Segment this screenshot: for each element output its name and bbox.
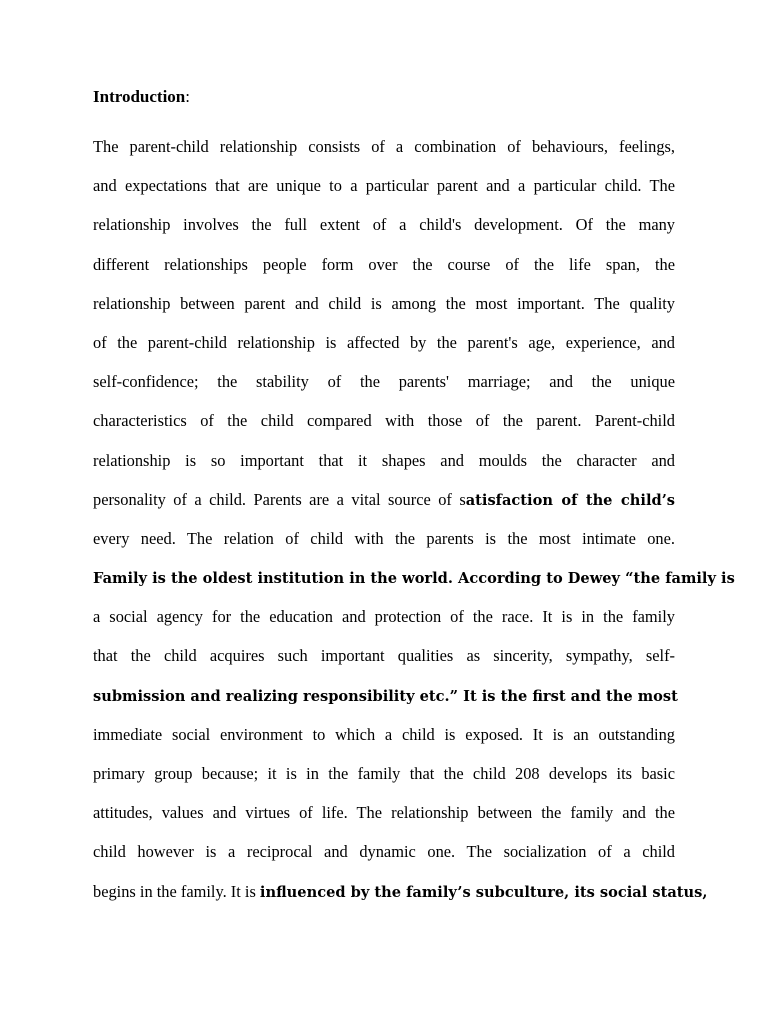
heading-title: Introduction — [93, 87, 186, 106]
body-paragraph — [93, 136, 735, 920]
text-run: immediate social environment to which a child is exposed. It is an outstanding — [93, 724, 675, 744]
bold-text-run: submission and realizing responsibility etc.” It is the first and the most — [93, 687, 678, 705]
text-run: relationship is so important that it shapes and moulds the character and — [93, 450, 675, 470]
section-heading — [93, 86, 190, 108]
heading-colon: : — [185, 87, 190, 106]
text-run: attitudes, values and virtues of life. The relationship between the family and the — [93, 803, 675, 823]
text-run: characteristics of the child compared with those of the parent. Parent-child — [93, 411, 675, 431]
text-line — [93, 802, 675, 841]
text-run: primary group because; it is in the family that the child 208 develops its basic — [93, 764, 675, 783]
text-line — [93, 881, 708, 920]
text-line — [93, 763, 675, 802]
text-line — [93, 489, 675, 528]
text-line — [93, 606, 675, 645]
bold-text-run: Family is the oldest institution in the world. According to Dewey “the family is — [93, 570, 735, 588]
text-line — [93, 450, 675, 489]
text-run: every need. The relation of child with the parents is the most intimate one. — [93, 528, 675, 548]
text-line — [93, 645, 675, 684]
text-run: relationship involves the full extent of a child's development. Of the many — [93, 215, 675, 235]
text-line — [93, 841, 675, 880]
text-line — [93, 332, 675, 371]
text-run: of the parent-child relationship is affected by the parent's age, experience, and — [93, 332, 675, 352]
text-run: begins in the family. It is — [93, 881, 260, 901]
bold-text-run: atisfaction of the child’s — [465, 491, 675, 509]
text-line — [93, 685, 678, 724]
text-run: The parent-child relationship consists of a combination of behaviours, feelings, — [93, 137, 675, 156]
text-line — [93, 136, 675, 175]
text-run: that the child acquires such important qualities as sincerity, sympathy, self- — [93, 646, 675, 666]
text-run: relationship between parent and child is among the most important. The quality — [93, 293, 675, 313]
text-line — [93, 293, 675, 332]
text-run: a social agency for the education and protection of the race. It is in the family — [93, 607, 675, 627]
text-run: child however is a reciprocal and dynamic one. The socialization of a child — [93, 842, 675, 862]
text-run: and expectations that are unique to a particular parent and a particular child. The — [93, 176, 675, 196]
text-run: self-confidence; the stability of the parents' marriage; and the unique — [93, 372, 675, 392]
bold-text-run: influenced by the family’s subculture, its social status, — [259, 883, 708, 901]
text-line — [93, 254, 675, 293]
text-run: personality of a child. Parents are a vital source of s — [93, 489, 466, 509]
text-line — [93, 567, 735, 606]
text-line — [93, 175, 675, 214]
text-line — [93, 410, 675, 449]
text-line — [93, 371, 675, 410]
text-line — [93, 214, 675, 253]
text-line — [93, 724, 675, 763]
text-line — [93, 528, 675, 567]
text-run: different relationships people form over the course of the life span, the — [93, 254, 675, 274]
